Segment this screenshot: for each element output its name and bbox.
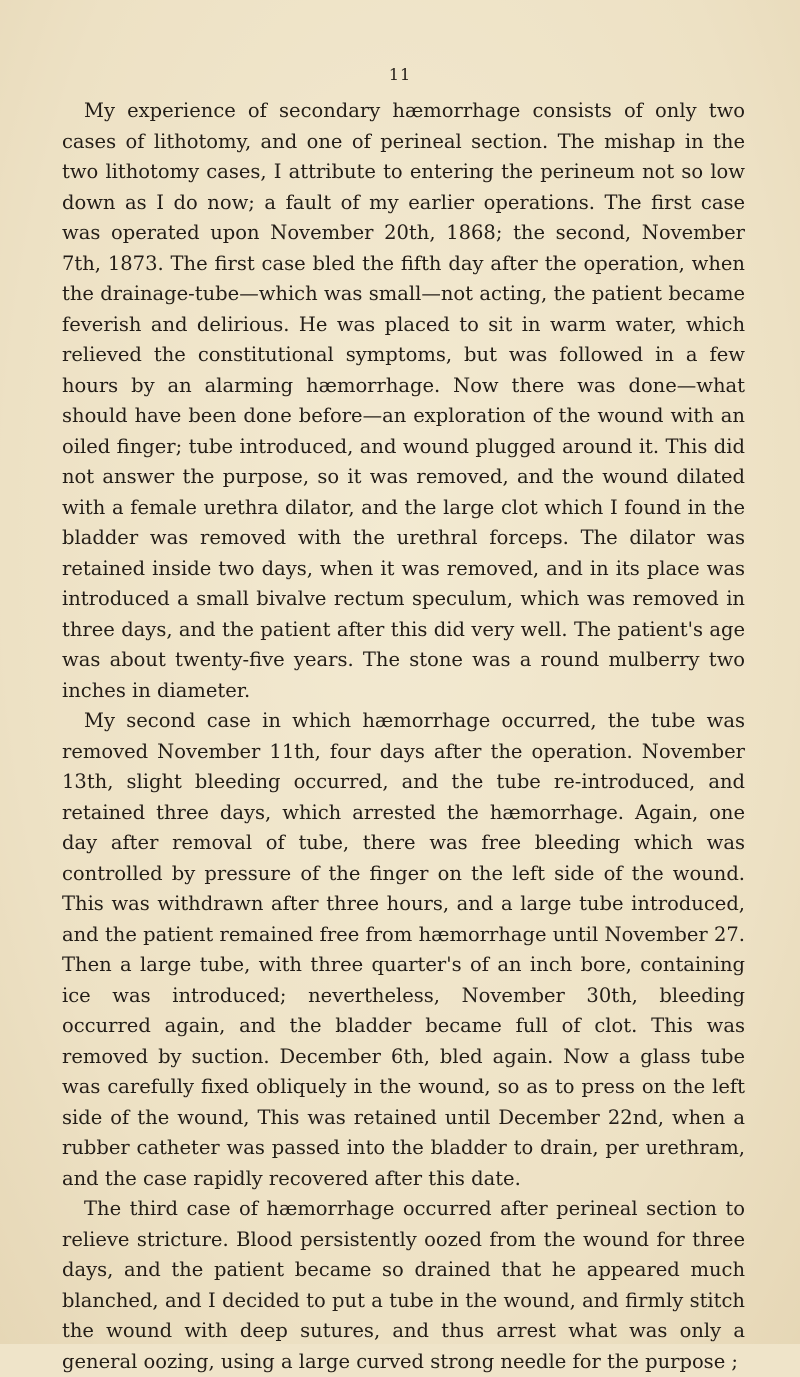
paragraph-first-case: My experience of secondary hæmorrhage consists of only two cases of lithotomy, and one of perineal section. The mishap in the two lithotomy cases, I attribute to entering the perineum not so low down as I do now; a fault of my earlier operations. The first case was operated upon November 20th, 1868; the second, November 7th, 1873. The first case bled the fifth day after the operation, when the drainage-tube—which was small—not acting, the patient became feverish and delirious. He was placed to sit in warm water, which relieved the constitutional symptoms, but was followed in a few hours by an alarming hæmorrhage. Now there was done—what should have been done before—an exploration of the wound with an oiled finger; tube introduced, and wound plugged around it. This did not answer the purpose, so it was removed, and the wound dilated with a female urethra dilator, and the large clot which I found in the bladder was removed with the urethral forceps. The dilator was retained inside two days, when it was removed, and in its place was introduced a small bivalve rectum speculum, which was removed in three days, and the patient after this did very well. The patient's age was about twenty-five years. The stone was a round mulberry two inches in diameter. [62,99,745,702]
body-text [62,96,745,1377]
paragraph-second-case: My second case in which hæmorrhage occurred, the tube was removed November 11th, four days after the operation. November 13th, slight bleeding occurred, and the tube re-introduced, and retained three days, which arrested the hæmorrhage. Again, one day after removal of tube, there was free bleeding which was controlled by pressure of the finger on the left side of the wound. This was withdrawn after three hours, and a large tube introduced, and the patient remained free from hæmorrhage until November 27. Then a large tube, with three quarter's of an inch bore, containing ice was introduced; nevertheless, November 30th, bleeding occurred again, and the bladder became full of clot. This was removed by suction. December 6th, bled again. Now a glass tube was carefully fixed obliquely in the wound, so as to press on the left side of the wound, This was retained until December 22nd, when a rubber catheter was passed into the bladder to drain, per urethram, and the case rapidly recovered after this date. [62,709,745,1190]
page-number: 11 [388,65,412,84]
paragraph-third-case: The third case of hæmorrhage occurred after perineal section to relieve stricture. Blood persistently oozed from the wound for three days, and the patient became so drained that he appeared much blanched, and I decided to put a tube in the wound, and firmly stitch the wound with deep sutures, and thus arrest what was only a general oozing, using a large curved strong needle for the purpose ; [62,1197,745,1373]
